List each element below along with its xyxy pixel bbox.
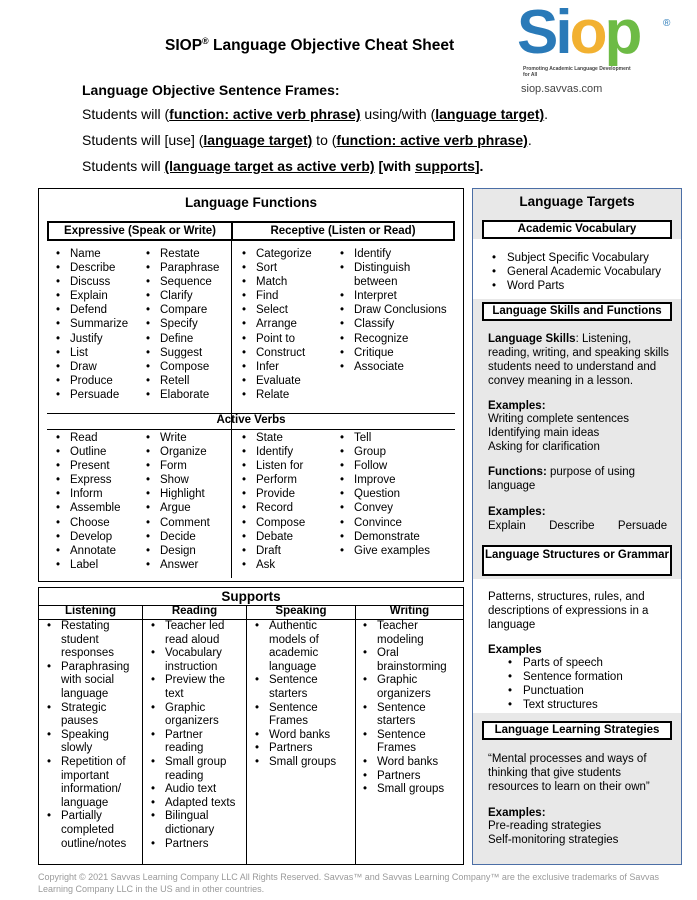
active-verb-item: • Assemble [53,501,121,515]
active-verb-item: • Form [143,459,210,473]
academic-vocabulary-item: • General Academic Vocabulary [487,265,661,279]
reading-support-item: • Preview the text [147,674,243,701]
active-verb-item: • Give examples [337,544,430,558]
receptive-item: • Find [239,289,312,303]
active-verb-item: • Group [337,445,430,459]
active-verb-item: • Decide [143,530,210,544]
reading-support-item: • Teacher led read aloud [147,620,243,647]
skills-example-item: Identifying main ideas [488,427,600,439]
receptive-item: • Evaluate [239,374,312,388]
functions-example-item: Describe [549,520,595,532]
active-verb-item: • Highlight [143,487,210,501]
functions-examples [488,519,678,533]
academic-vocabulary-heading: Academic Vocabulary [482,220,672,239]
siop-logo [515,0,675,98]
receptive-item: • Sort [239,261,312,275]
writing-list [359,620,459,797]
structures-example-item: • Sentence formation [503,670,623,684]
active-verb-item: • Question [337,487,430,501]
functions-example-item: Explain [488,520,526,532]
active-verb-item: • Organize [143,445,210,459]
language-functions-box [38,188,464,582]
writing-support-item: • Graphic organizers [359,674,459,701]
supports-box [38,587,464,865]
expressive-item: • Compose [143,360,219,374]
listening-support-item: • Paraphrasing with social language [43,661,139,702]
academic-vocabulary-item: • Subject Specific Vocabulary [487,251,661,265]
listening-list [43,620,139,851]
receptive-item: • Recognize [337,332,450,346]
listening-support-item: • Partially completed outline/notes [43,810,139,851]
expressive-item: • Define [143,332,219,346]
sentence-frame-3: Students will (language target as active verb) [with supports]. [82,158,484,174]
receptive-list-1 [239,247,312,402]
reading-support-item: • Adapted texts [147,797,243,811]
expressive-item: • Compare [143,303,219,317]
logo-registered-mark: ® [663,18,671,29]
structures-examples-label: Examples [488,644,542,656]
strategies-example-item: Pre-reading strategies [488,820,602,832]
expressive-item: • Sequence [143,275,219,289]
active-verbs-list-1 [53,431,121,572]
expressive-item: • Paraphrase [143,261,219,275]
receptive-heading: Receptive (Listen or Read) [231,221,455,241]
active-verb-item: • Convey [337,501,430,515]
active-verb-item: • Ask [239,558,305,572]
speaking-support-item: • Sentence Frames [251,702,351,729]
writing-support-item: • Word banks [359,756,459,770]
active-verb-item: • Perform [239,473,305,487]
strategies-examples-label: Examples: [488,807,546,819]
academic-vocabulary-item: • Word Parts [487,279,661,293]
skills-functions-heading: Language Skills and Functions [482,302,672,321]
receptive-item: • Classify [337,317,450,331]
active-verb-item: • Outline [53,445,121,459]
listening-support-item: • Speaking slowly [43,729,139,756]
skills-examples [488,412,673,454]
receptive-item: • Arrange [239,317,312,331]
active-verb-item: • Answer [143,558,210,572]
speaking-list [251,620,351,770]
expressive-item: • Defend [53,303,128,317]
writing-heading: Writing [389,605,430,617]
active-verb-item: • Design [143,544,210,558]
receptive-item: • Identify [337,247,450,261]
expressive-heading: Expressive (Speak or Write) [47,221,233,241]
active-verb-item: • Tell [337,431,430,445]
language-targets-title: Language Targets [519,194,635,209]
expressive-item: • Discuss [53,275,128,289]
functions-example-item: Persuade [617,520,668,532]
structures-heading: Language Structures or Grammar [482,545,672,576]
reading-heading: Reading [171,605,218,617]
receptive-item: • Distinguish between [337,261,450,289]
receptive-item: • Categorize [239,247,312,261]
active-verb-item: • Write [143,431,210,445]
active-verb-item: • Show [143,473,210,487]
active-verb-item: • Record [239,501,305,515]
functions-examples-label: Examples: [488,506,546,518]
active-verb-item: • Annotate [53,544,121,558]
receptive-item: • Select [239,303,312,317]
active-verb-item: • Debate [239,530,305,544]
active-verbs-list-4 [337,431,430,558]
strategies-description: “Mental processes and ways of thinking that give students resources to learn on their own” [488,753,650,793]
reading-support-item: • Small group reading [147,756,243,783]
language-targets-panel [472,188,682,865]
receptive-item: • Draw Conclusions [337,303,450,317]
reading-support-item: • Graphic organizers [147,702,243,729]
writing-support-item: • Partners [359,770,459,784]
functions-description: Functions: purpose of using language [488,466,636,492]
receptive-item: • Critique [337,346,450,360]
expressive-item: • Retell [143,374,219,388]
expressive-item: • Draw [53,360,128,374]
supports-divider-3 [355,605,356,864]
supports-divider-1 [142,605,143,864]
speaking-heading: Speaking [275,605,327,617]
skills-example-item: Asking for clarification [488,441,600,453]
active-verb-item: • Improve [337,473,430,487]
expressive-item: • Justify [53,332,128,346]
expressive-item: • Name [53,247,128,261]
receptive-item: • Match [239,275,312,289]
skills-example-item: Writing complete sentences [488,413,630,425]
expressive-list-2 [143,247,219,402]
active-verb-item: • Present [53,459,121,473]
receptive-item: • Point to [239,332,312,346]
language-skills-description: Language Skills: Listening, reading, writing, and speaking skills students need to understand and convey meaning in a lesson. [488,333,669,387]
expressive-item: • Elaborate [143,388,219,402]
speaking-support-item: • Word banks [251,729,351,743]
receptive-item: • Relate [239,388,312,402]
reading-support-item: • Partner reading [147,729,243,756]
expressive-item: • Persuade [53,388,128,402]
active-verb-item: • Listen for [239,459,305,473]
active-verb-item: • Argue [143,501,210,515]
active-verb-item: • Read [53,431,121,445]
language-functions-title: Language Functions [184,195,317,210]
expressive-item: • List [53,346,128,360]
speaking-support-item: • Small groups [251,756,351,770]
listening-support-item: • Repetition of important information/ language [43,756,139,810]
receptive-list-2 [337,247,450,374]
receptive-item: • Construct [239,346,312,360]
supports-divider-2 [246,605,247,864]
active-verb-item: • Express [53,473,121,487]
structures-examples-list [503,656,623,712]
reading-support-item: • Audio text [147,783,243,797]
active-verb-item: • Compose [239,516,305,530]
receptive-item: • Infer [239,360,312,374]
writing-support-item: • Small groups [359,783,459,797]
strategies-example-item: Self-monitoring strategies [488,834,619,846]
column-divider [231,223,232,578]
expressive-item: • Explain [53,289,128,303]
writing-support-item: • Sentence Frames [359,729,459,756]
active-verbs-heading: Active Verbs [216,414,286,426]
copyright-footer: Copyright © 2021 Savvas Learning Company LLC All Rights Reserved. Savvas™ and Savvas Learning Company™ are the exclusive trademarks of Savvas Learning Company LLC in the US and in other countries. [38,872,659,894]
supports-title: Supports [221,589,281,604]
writing-support-item: • Teacher modeling [359,620,459,647]
active-verb-item: • Convince [337,516,430,530]
active-verb-item: • Follow [337,459,430,473]
reading-list [147,620,243,851]
structures-example-item: • Punctuation [503,684,623,698]
expressive-item: • Produce [53,374,128,388]
active-verb-item: • Provide [239,487,305,501]
expressive-item: • Specify [143,317,219,331]
speaking-support-item: • Partners [251,742,351,756]
structures-example-item: • Parts of speech [503,656,623,670]
page-title: SIOP® Language Objective Cheat Sheet [165,36,455,55]
receptive-item: • Interpret [337,289,450,303]
active-verb-item: • Draft [239,544,305,558]
receptive-item: • Associate [337,360,450,374]
listening-support-item: • Restating student responses [43,620,139,661]
logo-url: siop.savvas.com [521,83,603,95]
reading-support-item: • Vocabulary instruction [147,647,243,674]
logo-tagline: Promoting Academic Language Development for All [523,66,631,78]
active-verb-item: • Identify [239,445,305,459]
expressive-list-1 [53,247,128,402]
active-verb-item: • Develop [53,530,121,544]
active-verb-item: • Choose [53,516,121,530]
structures-description: Patterns, structures, rules, and descriptions of expressions in a language [488,591,649,631]
strategies-heading: Language Learning Strategies [482,721,672,740]
active-verb-item: • Comment [143,516,210,530]
expressive-item: • Summarize [53,317,128,331]
skills-examples-label: Examples: [488,400,546,412]
expressive-item: • Restate [143,247,219,261]
active-verb-item: • State [239,431,305,445]
active-verbs-list-2 [143,431,210,572]
expressive-item: • Suggest [143,346,219,360]
expressive-item: • Describe [53,261,128,275]
reading-support-item: • Partners [147,838,243,852]
reading-support-item: • Bilingual dictionary [147,810,243,837]
sentence-frames-heading: Language Objective Sentence Frames: [82,82,340,98]
writing-support-item: • Oral brainstorming [359,647,459,674]
sentence-frame-1: Students will (function: active verb phrase) using/with (language target). [82,106,549,122]
sentence-frame-2: Students will [use] (language target) to (function: active verb phrase). [82,132,532,148]
logo-wordmark: Siop [517,0,640,67]
speaking-support-item: • Sentence starters [251,674,351,701]
listening-support-item: • Strategic pauses [43,702,139,729]
writing-support-item: • Sentence starters [359,702,459,729]
expressive-item: • Clarify [143,289,219,303]
academic-vocabulary-list [487,251,661,293]
active-verbs-divider-bottom [47,429,455,430]
strategies-examples [488,819,673,847]
structures-example-item: • Text structures [503,698,623,712]
listening-heading: Listening [64,605,117,617]
active-verb-item: • Demonstrate [337,530,430,544]
active-verb-item: • Label [53,558,121,572]
active-verb-item: • Inform [53,487,121,501]
speaking-support-item: • Authentic models of academic language [251,620,351,674]
active-verbs-list-3 [239,431,305,572]
